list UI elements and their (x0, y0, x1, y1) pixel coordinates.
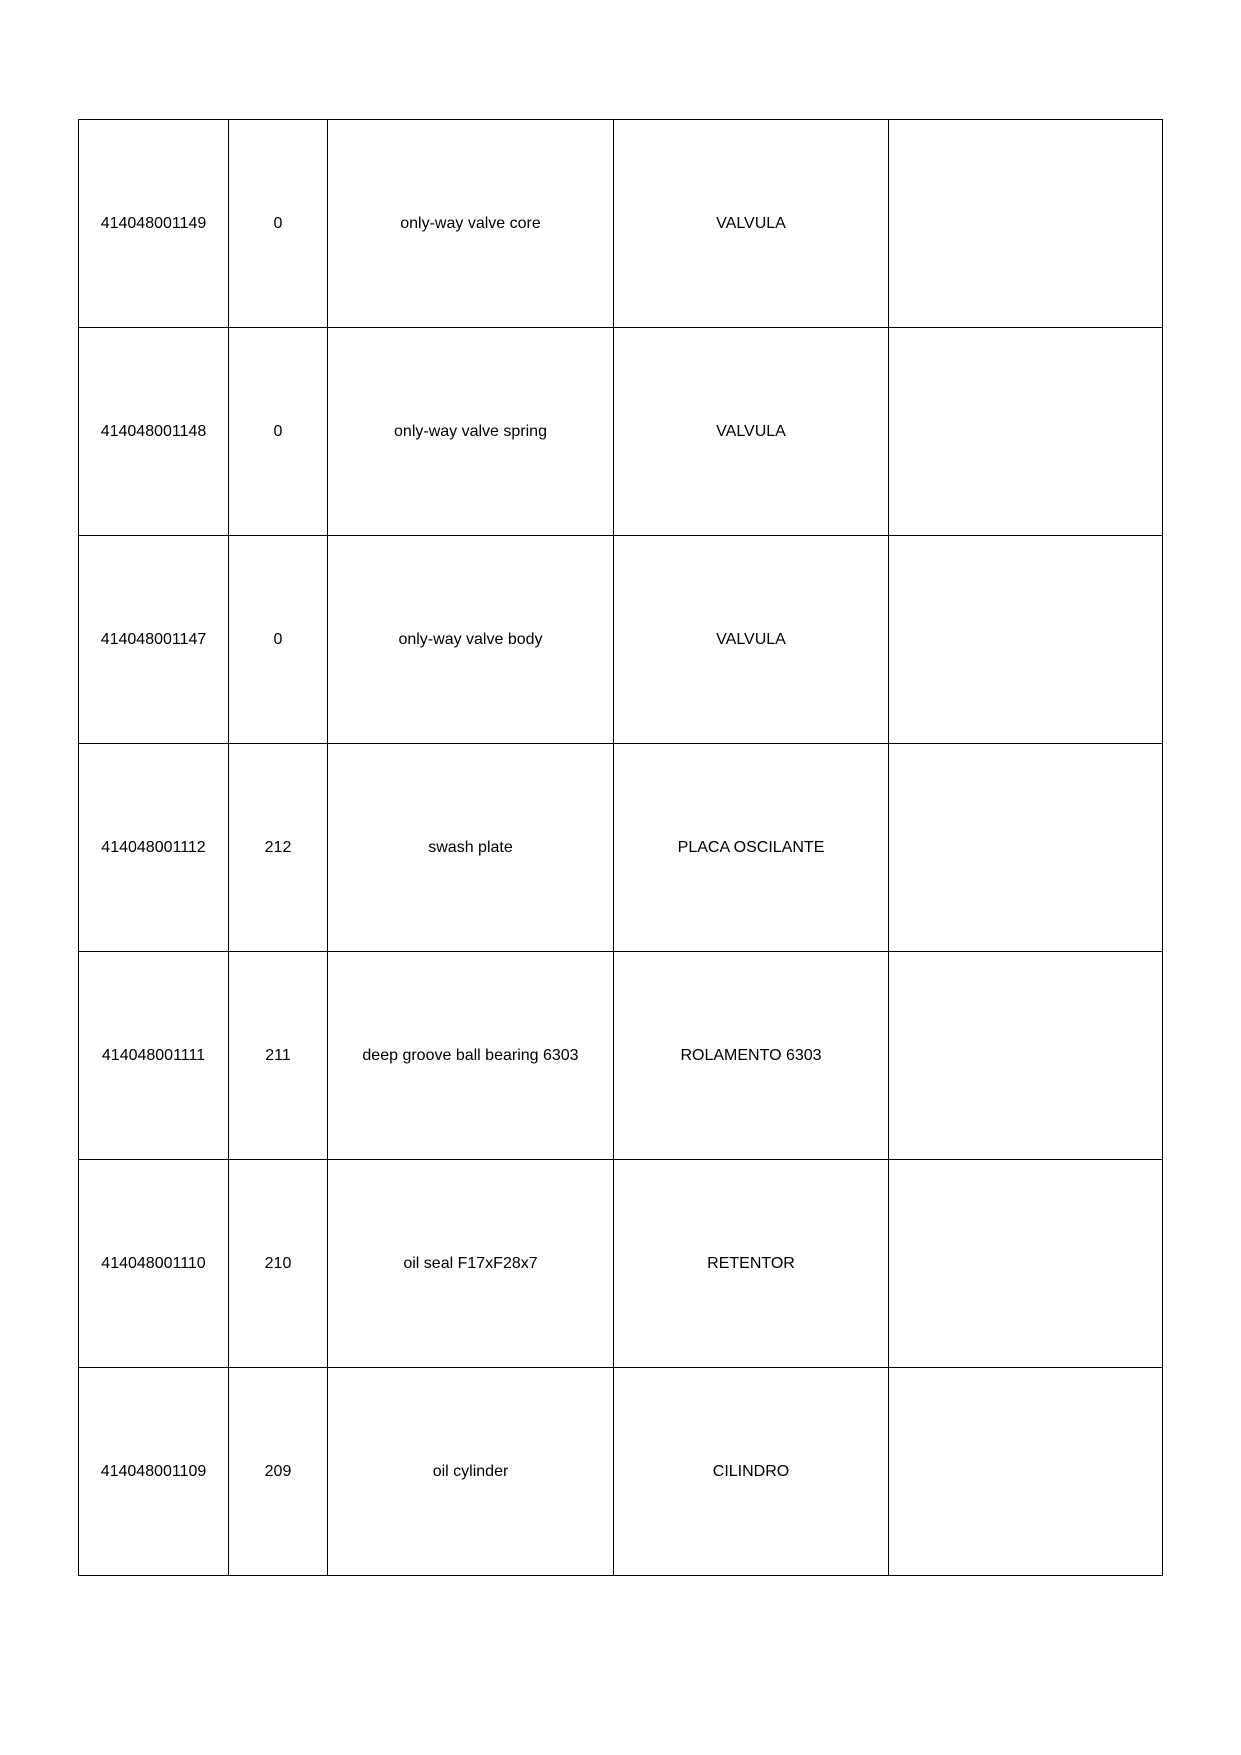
portuguese-description-cell: VALVULA (614, 536, 889, 744)
item-number-cell: 0 (229, 120, 328, 328)
table-row (79, 1160, 1163, 1368)
english-description-cell: only-way valve body (328, 536, 614, 744)
english-description-cell: deep groove ball bearing 6303 (328, 952, 614, 1160)
parts-table (78, 119, 1163, 1576)
table-row (79, 952, 1163, 1160)
item-number-cell: 212 (229, 744, 328, 952)
item-number-cell: 0 (229, 328, 328, 536)
item-number-cell: 211 (229, 952, 328, 1160)
part-code-cell: 414048001149 (79, 120, 229, 328)
english-description-cell: oil cylinder (328, 1368, 614, 1576)
portuguese-description-cell: VALVULA (614, 328, 889, 536)
table-row (79, 536, 1163, 744)
table-row (79, 1368, 1163, 1576)
empty-cell (889, 536, 1163, 744)
empty-cell (889, 120, 1163, 328)
table-row (79, 744, 1163, 952)
english-description-cell: only-way valve spring (328, 328, 614, 536)
portuguese-description-cell: VALVULA (614, 120, 889, 328)
part-code-cell: 414048001112 (79, 744, 229, 952)
portuguese-description-cell: ROLAMENTO 6303 (614, 952, 889, 1160)
empty-cell (889, 328, 1163, 536)
portuguese-description-cell: CILINDRO (614, 1368, 889, 1576)
portuguese-description-cell: RETENTOR (614, 1160, 889, 1368)
part-code-cell: 414048001111 (79, 952, 229, 1160)
table-row (79, 120, 1163, 328)
item-number-cell: 0 (229, 536, 328, 744)
english-description-cell: oil seal F17xF28x7 (328, 1160, 614, 1368)
empty-cell (889, 952, 1163, 1160)
part-code-cell: 414048001110 (79, 1160, 229, 1368)
table-row (79, 328, 1163, 536)
part-code-cell: 414048001109 (79, 1368, 229, 1576)
portuguese-description-cell: PLACA OSCILANTE (614, 744, 889, 952)
item-number-cell: 209 (229, 1368, 328, 1576)
item-number-cell: 210 (229, 1160, 328, 1368)
part-code-cell: 414048001147 (79, 536, 229, 744)
english-description-cell: only-way valve core (328, 120, 614, 328)
empty-cell (889, 1160, 1163, 1368)
part-code-cell: 414048001148 (79, 328, 229, 536)
empty-cell (889, 744, 1163, 952)
empty-cell (889, 1368, 1163, 1576)
english-description-cell: swash plate (328, 744, 614, 952)
